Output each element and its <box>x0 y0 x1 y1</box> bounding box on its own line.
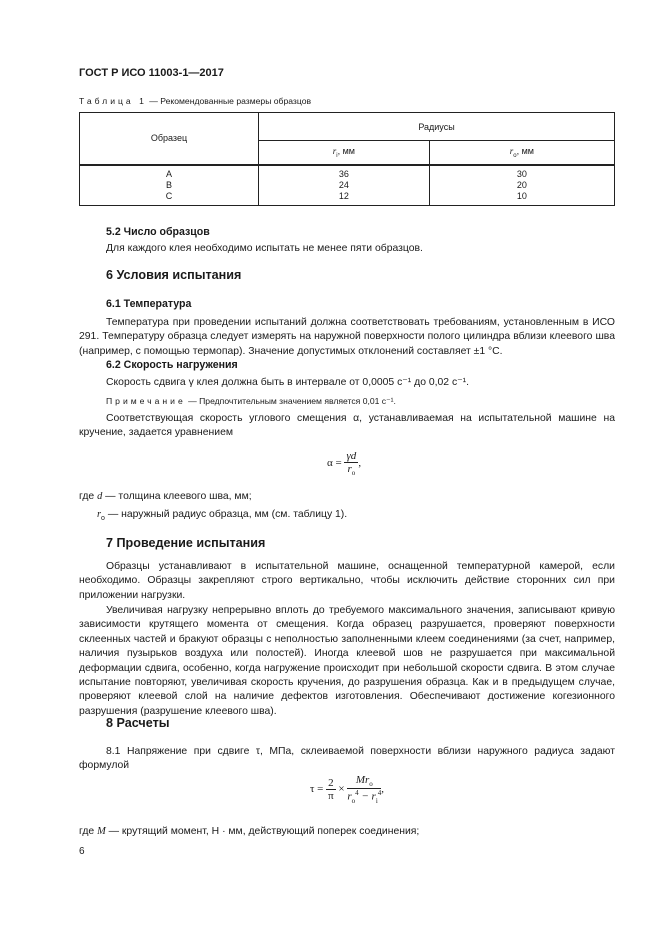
col-radii: Радиусы <box>259 113 615 141</box>
note-text: — Предпочтительным значением является 0,01 с⁻¹. <box>185 396 396 406</box>
page-number: 6 <box>79 846 85 857</box>
section-6-2-title: 6.2 Скорость нагружения <box>106 359 238 371</box>
where-m: где M — крутящий момент, Н · мм, действующий поперек соединения; <box>79 826 420 837</box>
cell-ri: 36 24 12 <box>259 165 430 206</box>
section-6-2-text: Скорость сдвига γ клея должна быть в интервале от 0,0005 с⁻¹ до 0,02 с⁻¹. <box>106 377 469 388</box>
section-7-p2: Увеличивая нагрузку непрерывно вплоть до требуемого максимального значения, записывают кривую зависимости крутящего момента от смещения. Когда образец разрушается, проверяют поверхности склеенных частей и бракуют образцы с неполностью заполненными клеем соединениями (за счет, например, наличия пузырьков воздуха или полостей). Иногда клеевой шов не разрушается при максимальной деформации сдвига, особенно, когда нагружение происходит при небольшой скорости сдвига. В этом случае испытание повторяют, увеличивая скорость кручения, до разрушения образца. Как и в предыдущем случае, проверяют клеевой слой на наличие дефектов изготовления. Обеспечивают достижение когезионного разрушения (разрушение клеевого шва). <box>79 605 615 717</box>
section-8-title: 8 Расчеты <box>106 716 170 730</box>
section-6-1-title: 6.1 Температура <box>106 298 192 310</box>
section-5-2-text: Для каждого клея необходимо испытать не менее пяти образцов. <box>106 243 423 254</box>
note <box>79 396 615 407</box>
cell-ro: 30 20 10 <box>429 165 614 206</box>
caption-text: — Рекомендованные размеры образцов <box>146 96 312 106</box>
formula-alpha: α = $\frac{\gamma d}{r_o}$ , <box>327 450 362 478</box>
section-6-title: 6 Условия испытания <box>106 268 242 282</box>
col-sample: Образец <box>80 113 259 165</box>
section-6-para: Соответствующая скорость углового смещения α, устанавливаемая на испытательной машине на кручение, задается уравнением <box>79 413 615 439</box>
cell-samples: A B C <box>80 165 259 206</box>
section-7-p1: Образцы устанавливают в испытательной машине, оснащенной температурной камерой, если необходимо. Образцы закрепляют строго вертикально, чтобы исключить действие сторонних сил при приложении нагрузки. <box>79 561 615 601</box>
col-ri: $r_i$, мм <box>259 141 430 165</box>
note-label: Примечание <box>106 396 186 406</box>
col-ro: $r_o$, мм <box>429 141 614 165</box>
table-caption <box>79 96 615 106</box>
section-6-1-text: Температура при проведении испытаний должна соответствовать требованиям, установленным в ИСО 291. Температуру образца следует измерять на наружной поверхности полого цилиндра вблизи клеевого шва (например, с помощью термопар). Значение допустимых отклонений составляет ±1 °С. <box>79 317 615 357</box>
where-d: где d — толщина клеевого шва, мм; <box>79 491 252 502</box>
section-5-2-title: 5.2 Число образцов <box>106 226 210 238</box>
sample-table <box>79 112 615 206</box>
table-body <box>80 165 615 206</box>
section-8-1-text: 8.1 Напряжение при сдвиге τ, МПа, склеиваемой поверхности вблизи наружного радиуса задают формулой <box>79 746 615 772</box>
section-7-title: 7 Проведение испытания <box>106 536 266 550</box>
document-header: ГОСТ Р ИСО 11003-1—2017 <box>79 67 224 79</box>
caption-label: Таблица 1 <box>79 96 147 106</box>
where-ro: $r_o$ — наружный радиус образца, мм (см. таблицу 1). <box>97 509 348 523</box>
formula-tau: τ = $\frac{2}{\pi}$ × $\frac{Mr_o}{r_o^4 - r_i^4}$ , <box>310 774 385 806</box>
